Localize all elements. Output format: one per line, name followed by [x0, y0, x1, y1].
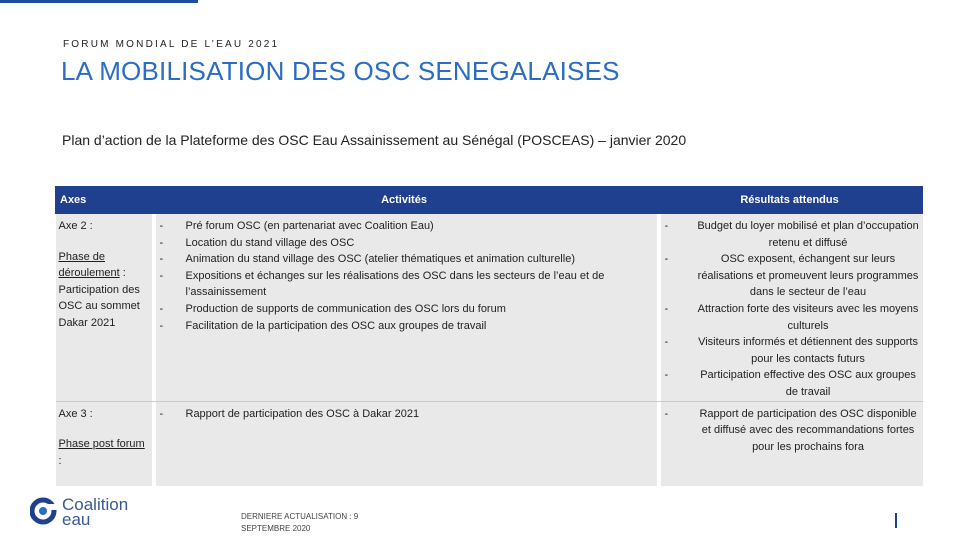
- table-row: [56, 401, 923, 486]
- axis-cell: [56, 214, 152, 402]
- activities-cell: [156, 214, 657, 402]
- result-text: OSC exposent, échangent sur leurs réalisations et promeuvent leurs programmes dans le secteur de l’eau: [697, 253, 919, 299]
- axis-label: Axe 2 :: [58, 220, 93, 232]
- axis-label: Axe 3 :: [58, 407, 93, 420]
- activity-item: - Rapport de participation des OSC à Dakar 2021: [159, 407, 420, 420]
- activity-text: Rapport de participation des OSC à Dakar 2021: [185, 407, 420, 420]
- activity-text: Animation du stand village des OSC (atelier thématiques et animation culturelle): [185, 253, 575, 266]
- activity-item: - Production de supports de communication des OSC lors du forum: [159, 302, 506, 315]
- logo-text-eau: eau: [62, 510, 91, 529]
- activity-text: Pré forum OSC (en partenariat avec Coalition Eau): [185, 220, 434, 232]
- result-item: - Budget du loyer mobilisé et plan d’occupation retenu et diffusé: [664, 220, 919, 249]
- logo-text-coalition: Coalition: [62, 495, 129, 514]
- axis-cell: [56, 401, 152, 486]
- page-title: LA MOBILISATION DES OSC SENEGALAISES: [61, 56, 620, 86]
- results-cell: [661, 214, 923, 402]
- activities-list: [156, 406, 657, 423]
- axis-phase: Phase de déroulement: [58, 250, 120, 280]
- result-item: - Attraction forte des visiteurs avec les moyens culturels: [664, 302, 919, 332]
- activity-item: - Pré forum OSC (en partenariat avec Coalition Eau): [159, 220, 434, 232]
- activity-text: Production de supports de communication des OSC lors du forum: [185, 302, 506, 315]
- last-update-line-1: DERNIERE ACTUALISATION : 9: [241, 512, 359, 521]
- table-row: [56, 214, 923, 402]
- kicker-text: FORUM MONDIAL DE L’EAU 2021: [63, 39, 280, 50]
- table-header-row: [56, 187, 923, 214]
- activity-item: - Animation du stand village des OSC (atelier thématiques et animation culturelle): [159, 253, 575, 266]
- top-accent-bar: [0, 0, 198, 3]
- results-cell: [661, 401, 923, 486]
- result-item: - OSC exposent, échangent sur leurs réalisations et promeuvent leurs programmes dans le secteur de l’eau: [664, 253, 919, 299]
- page-marker: [895, 513, 897, 528]
- axis-phase-suffix: : Participation des OSC au sommet Dakar 2021: [58, 267, 140, 329]
- result-text: Attraction forte des visiteurs avec les moyens culturels: [697, 302, 919, 332]
- activity-item: - Facilitation de la participation des OSC aux groupes de travail: [159, 319, 487, 332]
- last-update-note: [241, 511, 358, 535]
- header-axes: Axes: [56, 187, 152, 214]
- activity-text: Location du stand village des OSC: [185, 236, 355, 249]
- result-item: - Visiteurs informés et détiennent des supports pour les contacts futurs: [664, 336, 918, 365]
- activity-item: - Expositions et échanges sur les réalisations des OSC dans les secteurs de l’eau et de l’assainissement: [159, 269, 605, 299]
- axis-phase: Phase post forum: [58, 438, 145, 451]
- action-plan-table: [55, 186, 923, 486]
- result-text: Budget du loyer mobilisé et plan d’occupation retenu et diffusé: [697, 220, 919, 249]
- results-list: [661, 406, 923, 456]
- logo-wordmark: [62, 497, 128, 527]
- activities-cell: [156, 401, 657, 486]
- header-resultats: Résultats attendus: [657, 187, 923, 214]
- result-text: Rapport de participation des OSC disponible et diffusé avec des recommandations fortes pour les prochains fora: [699, 407, 917, 453]
- result-text: Visiteurs informés et détiennent des supports pour les contacts futurs: [698, 336, 918, 365]
- activity-text: Expositions et échanges sur les réalisations des OSC dans les secteurs de l’eau et de l’assainissement: [185, 269, 605, 299]
- activity-text: Facilitation de la participation des OSC aux groupes de travail: [185, 319, 487, 332]
- activity-item: - Location du stand village des OSC: [159, 236, 355, 249]
- last-update-line-2: SEPTEMBRE 2020: [241, 524, 311, 533]
- axis-phase-suffix: :: [58, 454, 62, 467]
- result-text: Participation effective des OSC aux groupes de travail: [700, 369, 916, 398]
- results-list: [661, 218, 923, 401]
- result-item: - Rapport de participation des OSC disponible et diffusé avec des recommandations fortes pour les prochains fora: [664, 407, 917, 453]
- result-item: - Participation effective des OSC aux groupes de travail: [664, 369, 916, 398]
- header-activites: Activités: [152, 187, 657, 214]
- page-subtitle: Plan d’action de la Plateforme des OSC Eau Assainissement au Sénégal (POSCEAS) – janvier 2020: [62, 132, 687, 148]
- activities-list: [156, 218, 657, 334]
